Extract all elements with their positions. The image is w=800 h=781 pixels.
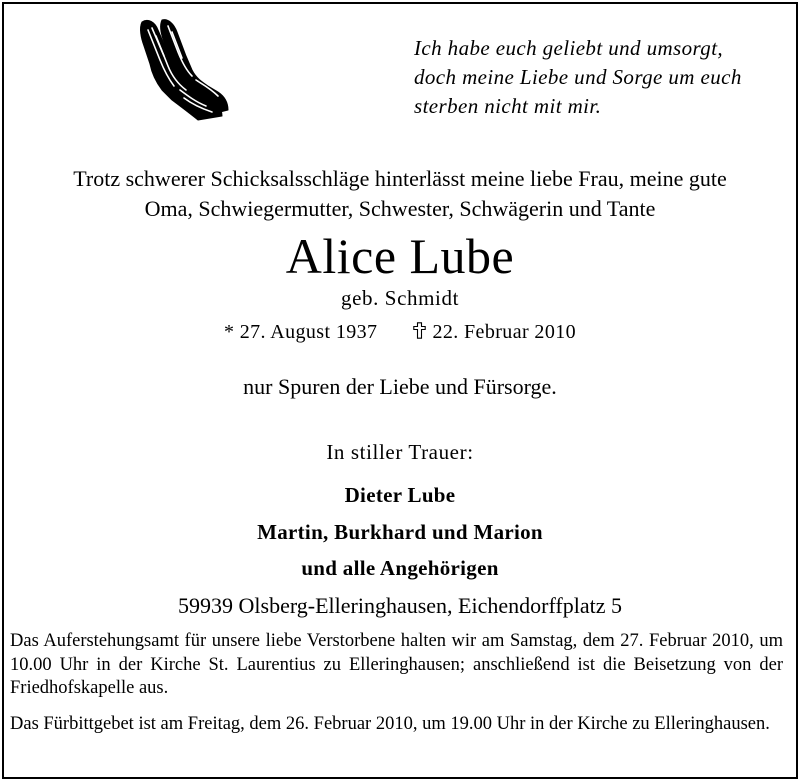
motto-line: Ich habe euch geliebt und umsorgt, <box>414 36 724 60</box>
motto-verse <box>414 34 784 121</box>
mourner-name: Martin, Burkhard und Marion <box>257 520 543 544</box>
life-dates <box>0 318 800 346</box>
birth-name: geb. Schmidt <box>340 286 460 310</box>
intro-line: Oma, Schwiegermutter, Schwester, Schwägerin und Tante <box>144 196 656 221</box>
birth-date: * 27. August 1937 <box>223 321 378 343</box>
mourner-name: Dieter Lube <box>344 483 456 507</box>
funeral-mass-notice: Das Auferstehungsamt für unsere liebe Verstorbene halten wir am Samstag, dem 27. Februar 2010, um 10.00 Uhr in der Kirche St. Laurentius zu Elleringhausen; anschließend ist die Beisetzung von der Friedhofskapelle aus. <box>10 631 783 698</box>
mourning-heading: In stiller Trauer: <box>326 440 474 464</box>
praying-hands-icon <box>122 16 232 124</box>
intro-text <box>0 164 800 224</box>
death-date: 22. Februar 2010 <box>432 321 577 343</box>
prayer-notice: Das Fürbittgebet ist am Freitag, dem 26. Februar 2010, um 19.00 Uhr in der Kirche zu Elleringhausen. <box>10 714 770 734</box>
deceased-name: Alice Lube <box>285 228 515 284</box>
motto-line: doch meine Liebe und Sorge um euch <box>414 65 742 89</box>
motto-line: sterben nicht mit mir. <box>414 94 602 118</box>
mourner-name: und alle Angehörigen <box>301 556 499 580</box>
tagline: nur Spuren der Liebe und Fürsorge. <box>243 374 557 399</box>
cross-icon <box>413 322 426 339</box>
intro-line: Trotz schwerer Schicksalsschläge hinterlässt meine liebe Frau, meine gute <box>73 166 727 191</box>
family-address: 59939 Olsberg-Elleringhausen, Eichendorffplatz 5 <box>178 593 622 618</box>
